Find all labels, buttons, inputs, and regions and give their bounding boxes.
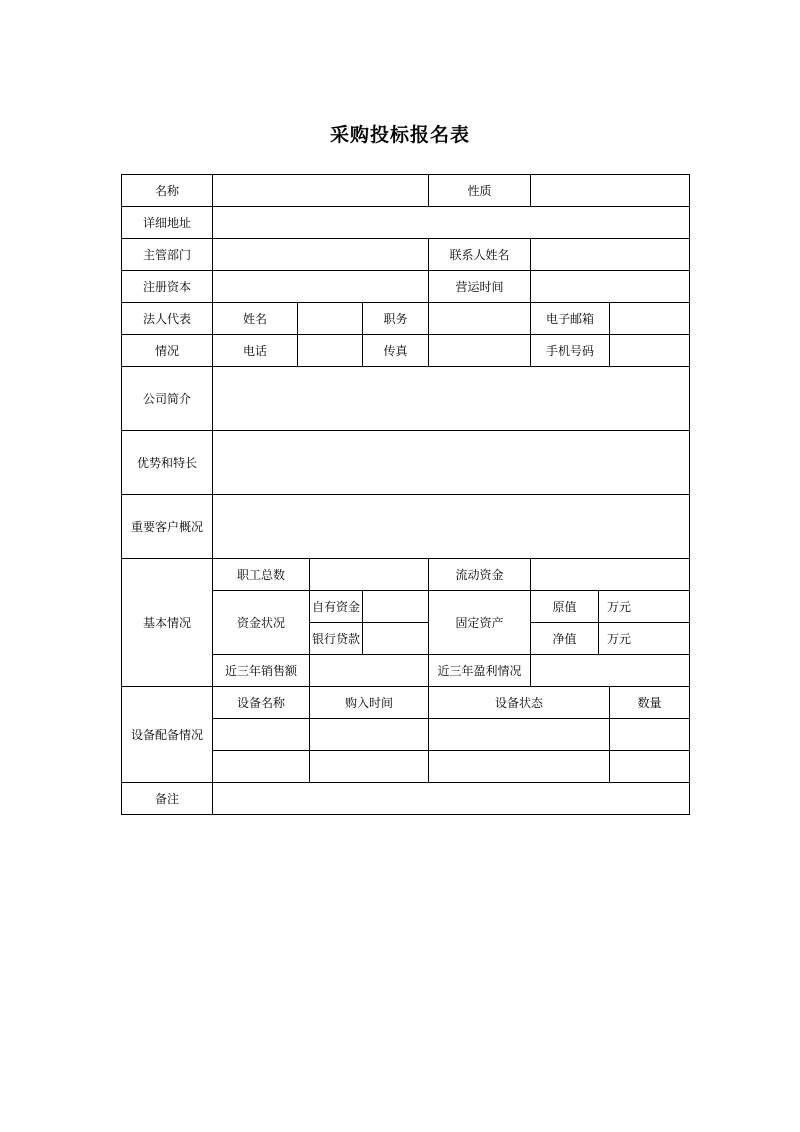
purchase-time-cell[interactable] xyxy=(310,751,429,783)
equip-name-cell[interactable] xyxy=(213,719,310,751)
legal-rep-label-bottom: 情况 xyxy=(122,335,213,367)
registered-capital-label: 注册资本 xyxy=(122,271,213,303)
original-value-unit[interactable]: 万元 xyxy=(599,591,690,623)
own-funds-field[interactable] xyxy=(363,591,429,623)
rep-phone-label: 电话 xyxy=(213,335,298,367)
operation-time-label: 营运时间 xyxy=(429,271,531,303)
page-title: 采购投标报名表 xyxy=(329,124,470,146)
advantages-label: 优势和特长 xyxy=(122,431,213,495)
profit-3yr-label: 近三年盈利情况 xyxy=(429,655,531,687)
department-label: 主管部门 xyxy=(122,239,213,271)
remarks-label: 备注 xyxy=(122,783,213,815)
working-capital-label: 流动资金 xyxy=(429,559,531,591)
rep-name-field[interactable] xyxy=(298,303,363,335)
rep-mobile-field[interactable] xyxy=(610,335,690,367)
company-intro-label: 公司简介 xyxy=(122,367,213,431)
rep-position-field[interactable] xyxy=(429,303,531,335)
nature-label: 性质 xyxy=(429,175,531,207)
rep-position-label: 职务 xyxy=(363,303,429,335)
address-field[interactable] xyxy=(213,207,690,239)
remarks-field[interactable] xyxy=(213,783,690,815)
bank-loans-field[interactable] xyxy=(363,623,429,655)
operation-time-field[interactable] xyxy=(531,271,690,303)
department-field[interactable] xyxy=(213,239,429,271)
quantity-cell[interactable] xyxy=(610,751,690,783)
own-funds-label: 自有资金 xyxy=(310,591,363,623)
registration-form-table xyxy=(121,174,690,815)
equip-status-cell[interactable] xyxy=(429,751,610,783)
rep-email-label: 电子邮箱 xyxy=(531,303,610,335)
quantity-cell[interactable] xyxy=(610,719,690,751)
name-field[interactable] xyxy=(213,175,429,207)
net-value-unit[interactable]: 万元 xyxy=(599,623,690,655)
total-staff-label: 职工总数 xyxy=(213,559,310,591)
profit-3yr-field[interactable] xyxy=(531,655,690,687)
bank-loans-label: 银行贷款 xyxy=(310,623,363,655)
name-label: 名称 xyxy=(122,175,213,207)
nature-field[interactable] xyxy=(531,175,690,207)
net-value-label: 净值 xyxy=(531,623,599,655)
equip-status-header: 设备状态 xyxy=(429,687,610,719)
company-intro-field[interactable] xyxy=(213,367,690,431)
sales-3yr-field[interactable] xyxy=(310,655,429,687)
rep-fax-field[interactable] xyxy=(429,335,531,367)
registered-capital-field[interactable] xyxy=(213,271,429,303)
key-clients-label: 重要客户概况 xyxy=(122,495,213,559)
rep-mobile-label: 手机号码 xyxy=(531,335,610,367)
basic-info-label: 基本情况 xyxy=(122,559,213,687)
fund-status-label: 资金状况 xyxy=(213,591,310,655)
purchase-time-cell[interactable] xyxy=(310,719,429,751)
sales-3yr-label: 近三年销售额 xyxy=(213,655,310,687)
quantity-header: 数量 xyxy=(610,687,690,719)
equip-name-header: 设备名称 xyxy=(213,687,310,719)
equipment-label: 设备配备情况 xyxy=(122,687,213,783)
fixed-assets-label: 固定资产 xyxy=(429,591,531,655)
original-value-label: 原值 xyxy=(531,591,599,623)
purchase-time-header: 购入时间 xyxy=(310,687,429,719)
contact-name-label: 联系人姓名 xyxy=(429,239,531,271)
working-capital-field[interactable] xyxy=(531,559,690,591)
equip-status-cell[interactable] xyxy=(429,719,610,751)
rep-email-field[interactable] xyxy=(610,303,690,335)
key-clients-field[interactable] xyxy=(213,495,690,559)
equip-name-cell[interactable] xyxy=(213,751,310,783)
rep-phone-field[interactable] xyxy=(298,335,363,367)
total-staff-field[interactable] xyxy=(310,559,429,591)
address-label: 详细地址 xyxy=(122,207,213,239)
advantages-field[interactable] xyxy=(213,431,690,495)
legal-rep-label-top: 法人代表 xyxy=(122,303,213,335)
contact-name-field[interactable] xyxy=(531,239,690,271)
rep-name-label: 姓名 xyxy=(213,303,298,335)
rep-fax-label: 传真 xyxy=(363,335,429,367)
